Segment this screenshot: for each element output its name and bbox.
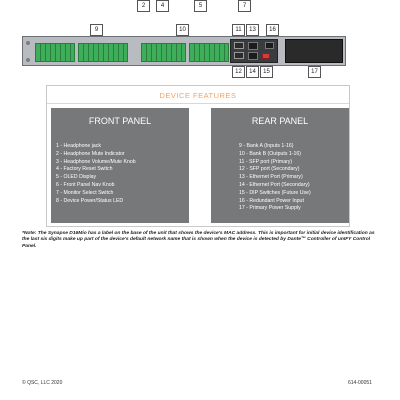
callout-17: 17 (308, 66, 321, 78)
dip-switches (262, 53, 270, 59)
device-features-box (46, 85, 350, 227)
rear-panel-heading: REAR PANEL (251, 116, 309, 126)
bank-b-terminal-block (189, 43, 229, 62)
note-label: *Note: (22, 231, 37, 236)
front-panel-list (56, 143, 136, 205)
note-text: The Synapse D16Mio has a label on the base of the unit that shows the device's MAC address. This is important for initial device identification as the last six digits make up part of the device's default network name that is shown when the device is detected by Dante™ Controller of unIFY Control Panel. (22, 231, 375, 249)
bank-a-terminal-block (35, 43, 75, 62)
callout-14: 14 (246, 66, 259, 78)
list-item: 17 - Primary Power Supply (239, 205, 301, 212)
list-item: 15 - DIP Switches (Future Use) (239, 189, 311, 196)
rear-panel-list (239, 143, 311, 213)
callout-9: 9 (90, 24, 103, 36)
callout-7: 7 (238, 0, 251, 12)
divider (47, 103, 349, 104)
list-item: 14 - Ethernet Port (Secondary) (239, 181, 310, 188)
primary-power-supply (285, 39, 343, 63)
list-item: 8 - Device Power/Status LED (56, 197, 124, 204)
callout-13: 13 (246, 24, 259, 36)
callout-10: 10 (176, 24, 189, 36)
device-rear-panel (22, 36, 346, 66)
footer-copyright: © QSC, LLC 2020 (22, 380, 63, 386)
list-item: 7 - Monitor Select Switch (56, 189, 114, 196)
ethernet-port-secondary (248, 52, 258, 60)
device-features-title: DEVICE FEATURES (159, 91, 237, 100)
callout-4: 4 (156, 0, 169, 12)
ethernet-port-primary (248, 42, 258, 50)
list-item: 12 - SFP port (Secondary) (239, 166, 300, 173)
list-item: 16 - Redundant Power Input (239, 197, 304, 204)
rear-panel-column (211, 108, 349, 223)
front-panel-column (51, 108, 189, 223)
callout-16: 16 (266, 24, 279, 36)
list-item: 2 - Headphone Mute Indicator (56, 150, 125, 157)
callout-5: 5 (194, 0, 207, 12)
sfp-port-secondary (234, 52, 244, 59)
list-item: 3 - Headphone Volume/Mute Knob (56, 158, 136, 165)
list-item: 1 - Headphone jack (56, 143, 101, 149)
list-item: 11 - SFP port (Primary) (239, 158, 293, 165)
bank-a-terminal-block (78, 43, 128, 62)
rack-screw (26, 41, 30, 45)
footer-doc-number: 614-00051 (348, 380, 372, 386)
list-item: 10 - Bank B (Outputs 1-16) (239, 150, 301, 157)
list-item: 5 - OLED Display (56, 174, 97, 181)
bank-b-terminal-block (141, 43, 186, 62)
list-item: 9 - Bank A (Inputs 1-16) (239, 143, 294, 149)
callout-12: 12 (232, 66, 245, 78)
list-item: 13 - Ethernet Port (Primary) (239, 174, 303, 181)
callout-2: 2 (137, 0, 150, 12)
rack-screw (26, 58, 30, 62)
list-item: 4 - Factory Reset Switch (56, 166, 113, 173)
callout-15: 15 (260, 66, 273, 78)
mac-address-note (22, 231, 382, 250)
front-panel-heading: FRONT PANEL (88, 116, 152, 126)
redundant-power-input (265, 42, 274, 49)
list-item: 6 - Front Panel Nav Knob (56, 181, 115, 188)
callout-11: 11 (232, 24, 245, 36)
sfp-port-primary (234, 42, 244, 49)
